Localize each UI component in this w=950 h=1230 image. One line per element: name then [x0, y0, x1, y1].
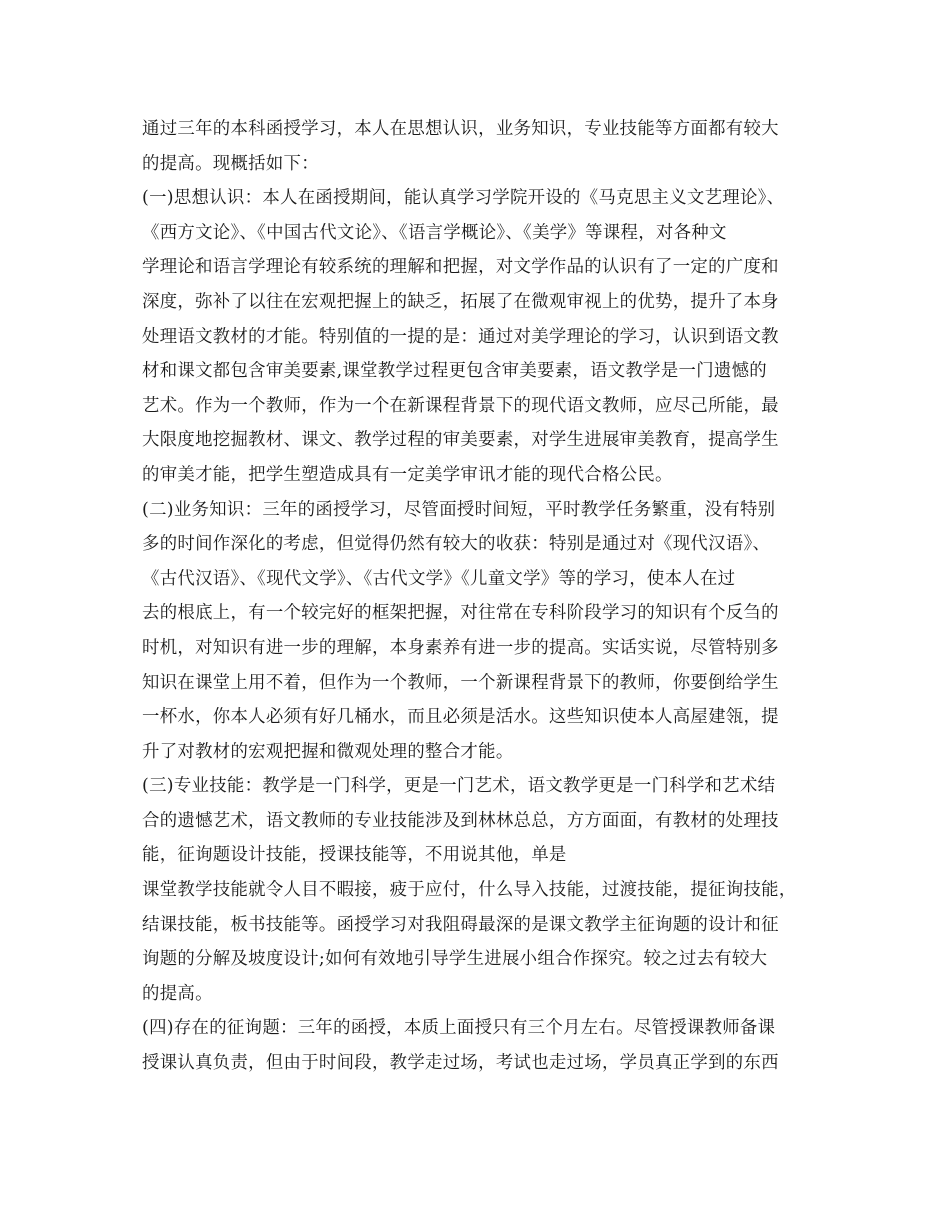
document-body [142, 112, 822, 1081]
text-line: (三)专业技能：教学是一门科学，更是一门艺术，语文教学更是一门科学和艺术结 [142, 776, 776, 797]
text-line: 合的遗憾艺术，语文教师的专业技能涉及到林林总总，方方面面，有教材的处理技 [142, 810, 779, 831]
text-line: (二)业务知识：三年的函授学习，尽管面授时间短，平时教学任务繁重，没有特别 [142, 499, 776, 520]
text-line: 通过三年的本科函授学习，本人在思想认识，业务知识，专业技能等方面都有较大 [142, 119, 779, 139]
text-line: 知识在课堂上用不着，但作为一个教师，一个新课程背景下的教师，你要倒给学生 [142, 672, 779, 693]
text-line: 时机，对知识有进一步的理解，本身素养有进一步的提高。实话实说，尽管特别多 [142, 637, 779, 658]
text-line: 多的时间作深化的考虑，但觉得仍然有较大的收获：特别是通过对《现代汉语》、 [142, 534, 771, 555]
text-line: 授课认真负责，但由于时间段，教学走过场，考试也走过场，学员真正学到的东西 [142, 1053, 779, 1074]
text-line: 深度，弥补了以往在宏观把握上的缺乏，拓展了在微观审视上的优势，提升了本身 [142, 291, 779, 312]
text-line: 一杯水，你本人必须有好几桶水，而且必须是活水。这些知识使本人高屋建瓴，提 [142, 707, 779, 728]
text-line: (一)思想认识：本人在函授期间，能认真学习学院开设的《马克思主义文艺理论》、 [142, 188, 785, 209]
text-line: 艺术。作为一个教师，作为一个在新课程背景下的现代语文教师，应尽己所能，最 [142, 395, 779, 416]
text-line: 《西方文论》、《中国古代文论》、《语言学概论》、《美学》等课程，对各种文 [142, 222, 727, 243]
text-line: 材和课文都包含审美要素,课堂教学过程更包含审美要素，语文教学是一门遗憾的 [142, 361, 768, 382]
text-line: 课堂教学技能就令人目不暇接，疲于应付，什么导入技能，过渡技能，提征询技能， [142, 880, 797, 901]
text-line: (四)存在的征询题：三年的函授，本质上面授只有三个月左右。尽管授课教师备课 [142, 1018, 776, 1039]
text-line: 升了对教材的宏观把握和微观处理的整合才能。 [142, 741, 514, 762]
text-line: 大限度地挖掘教材、课文、教学过程的审美要素，对学生进展审美教育，提高学生 [142, 430, 779, 451]
text-line: 处理语文教材的才能。特别值的一提的是：通过对美学理论的学习，认识到语文教 [142, 326, 779, 347]
text-line: 的审美才能，把学生塑造成具有一定美学审讯才能的现代合格公民。 [142, 464, 673, 485]
text-line: 学理论和语言学理论有较系统的理解和把握，对文学作品的认识有了一定的广度和 [142, 257, 779, 278]
text-line: 能，征询题设计技能，授课技能等，不用说其他，单是 [142, 845, 567, 866]
text-line: 《古代汉语》、《现代文学》、《古代文学》《儿童文学》等的学习，使本人在过 [142, 568, 736, 589]
text-line: 的提高。现概括如下： [142, 153, 319, 174]
text-line: 去的根底上，有一个较完好的框架把握，对往常在专科阶段学习的知识有个反刍的 [142, 603, 779, 624]
text-line: 的提高。 [142, 983, 213, 1004]
text-line: 结课技能，板书技能等。函授学习对我阻碍最深的是课文教学主征询题的设计和征 [142, 914, 779, 935]
text-line: 询题的分解及坡度设计;如何有效地引导学生进展小组合作探究。较之过去有较大 [142, 949, 768, 970]
